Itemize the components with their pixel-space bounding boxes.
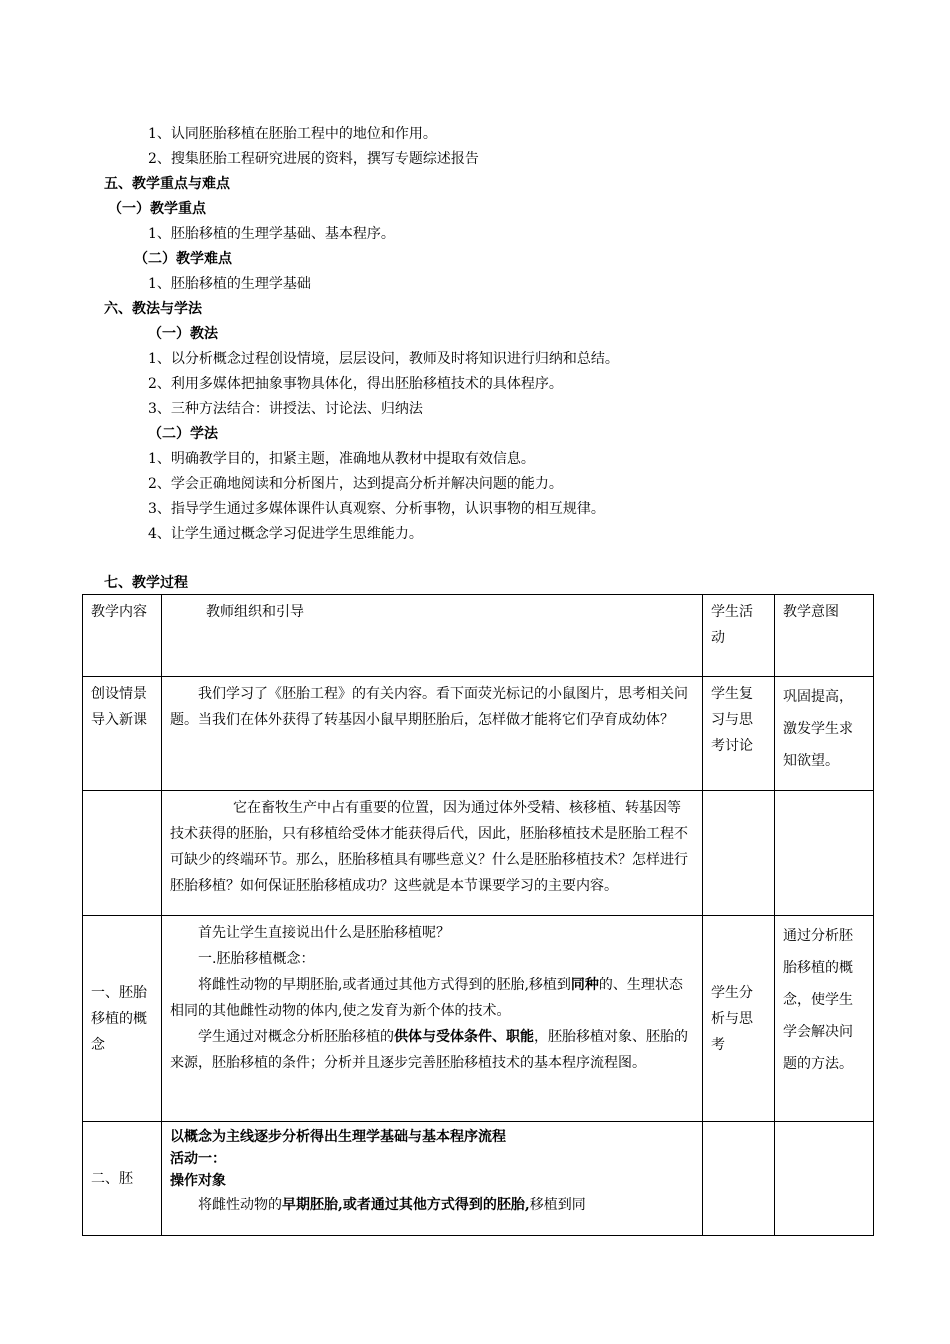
section7-title: 七、教学过程 [104, 575, 188, 591]
teacher-paragraph: 一.胚胎移植概念： [198, 951, 315, 967]
learning-method-item: 3、指导学生通过多媒体课件认真观察、分析事物，认识事物的相互规律。 [148, 501, 605, 517]
learning-method-title: （二）学法 [148, 426, 218, 442]
row-intent [775, 791, 874, 916]
teacher-paragraph [170, 1024, 694, 1076]
row-teacher: 它在畜牧生产中占有重要的位置，因为通过体外受精、核移植、转基因等技术获得的胚胎，只有移植给受体才能获得后代，因此，胚胎移植技术是胚胎工程不可缺少的终端环节。那么，胚胎移植具有哪些意义？什么是胚胎移植技术？怎样进行胚胎移植？如何保证胚胎移植成功？这些就是本节课要学习的主要内容。 [162, 791, 703, 916]
header-teacher: 教师组织和引导 [162, 595, 703, 677]
teacher-heading: 活动一： [170, 1151, 226, 1167]
learning-method-item: 4、让学生通过概念学习促进学生思维能力。 [148, 526, 423, 542]
text-run: 将雌性动物的 [198, 1197, 282, 1213]
text-run: 学生通过对概念分析胚胎移植的 [198, 1029, 394, 1045]
section6-title: 六、教法与学法 [104, 301, 202, 317]
row-intent [775, 1122, 874, 1236]
teaching-method-item: 3、三种方法结合：讲授法、讨论法、归纳法 [148, 401, 423, 417]
row-content: 一、胚胎移植的概念 [83, 916, 162, 1122]
text-run: ，胚胎移植对象、胚胎的来源，胚胎移植的条件；分析并且逐步完善胚胎移植技术的基本程序流程图。 [170, 1029, 688, 1071]
row-intent: 巩固提高，激发学生求知欲望。 [775, 677, 874, 791]
row-content [83, 791, 162, 916]
header-intent: 教学意图 [775, 595, 874, 677]
header-content: 教学内容 [83, 595, 162, 677]
teaching-method-item: 2、利用多媒体把抽象事物具体化，得出胚胎移植技术的具体程序。 [148, 376, 563, 392]
row-student: 学生分析与思考 [703, 916, 775, 1122]
difficult-point-item: 1、胚胎移植的生理学基础 [148, 276, 311, 292]
teaching-method-title: （一）教法 [148, 326, 218, 342]
row-student [703, 791, 775, 916]
row-teacher [162, 916, 703, 1122]
key-points-title: （一）教学重点 [108, 201, 206, 217]
row-content: 创设情景导入新课 [83, 677, 162, 791]
learning-method-item: 2、学会正确地阅读和分析图片，达到提高分析并解决问题的能力。 [148, 476, 563, 492]
objective-item-2: 2、搜集胚胎工程研究进展的资料，撰写专题综述报告 [148, 151, 479, 167]
teacher-heading: 操作对象 [170, 1173, 226, 1189]
table-row [83, 791, 874, 916]
table-row [83, 1122, 874, 1236]
difficult-points-title: （二）教学难点 [134, 251, 232, 267]
section5-title: 五、教学重点与难点 [104, 176, 230, 192]
teaching-process-table [82, 594, 874, 1236]
table-header-row [83, 595, 874, 677]
teacher-paragraph [170, 1192, 694, 1218]
teacher-paragraph [170, 972, 694, 1024]
row-teacher: 我们学习了《胚胎工程》的有关内容。看下面荧光标记的小鼠图片，思考相关问题。当我们在体外获得了转基因小鼠早期胚胎后，怎样做才能将它们孕育成幼体？ [162, 677, 703, 791]
text-run: 将雌性动物的早期胚胎,或者通过其他方式得到的胚胎,移植到 [198, 977, 571, 993]
bold-text: 早期胚胎 [282, 1197, 338, 1213]
row-content: 二、胚 [83, 1122, 162, 1236]
text-run: 移植到同 [529, 1197, 586, 1213]
table-row [83, 677, 874, 791]
bold-text: ,或者通过其他方式得到的胚胎, [338, 1197, 530, 1213]
header-student: 学生活动 [703, 595, 775, 677]
bold-text: 同种 [570, 977, 599, 993]
row-student [703, 1122, 775, 1236]
learning-method-item: 1、明确教学目的，扣紧主题，准确地从教材中提取有效信息。 [148, 451, 535, 467]
teaching-method-item: 1、以分析概念过程创设情境，层层设问，教师及时将知识进行归纳和总结。 [148, 351, 619, 367]
table-row [83, 916, 874, 1122]
row-student: 学生复习与思考讨论 [703, 677, 775, 791]
teacher-paragraph: 首先让学生直接说出什么是胚胎移植呢？ [198, 925, 450, 941]
key-point-item: 1、胚胎移植的生理学基础、基本程序。 [148, 226, 395, 242]
teacher-heading: 以概念为主线逐步分析得出生理学基础与基本程序流程 [170, 1129, 506, 1145]
row-intent: 通过分析胚胎移植的概念，使学生学会解决问题的方法。 [775, 916, 874, 1122]
text-run: 的、生理状态相同的其他雌性动物的体内,使之发育为新个体的技术。 [170, 977, 683, 1019]
bold-text: 供体与受体条件、职能 [394, 1029, 534, 1045]
objective-item-1: 1、认同胚胎移植在胚胎工程中的地位和作用。 [148, 126, 437, 142]
row-teacher [162, 1122, 703, 1236]
